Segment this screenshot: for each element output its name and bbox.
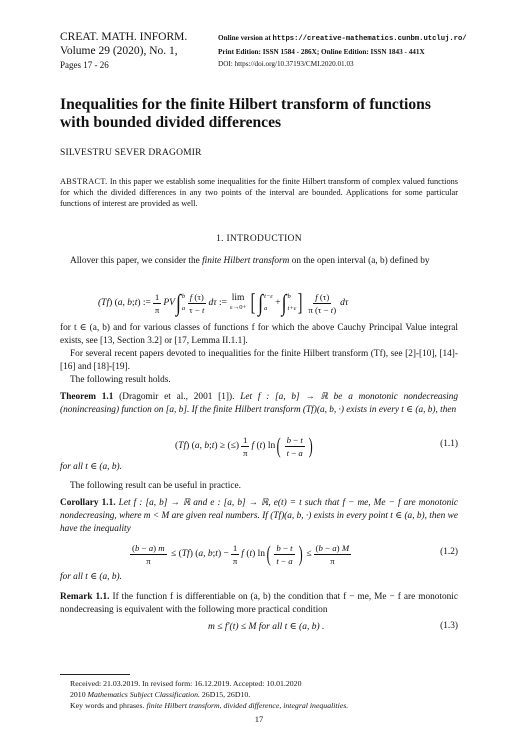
hilbert-definition-equation: (Tf ) ( a, b ; t ) := $\frac{1}{\pi}$ PV ∫ b a $\frac{f (\tau)}{\tau - t}$ dτ := lim ε→0+ [ ∫ t−ε a + ∫ b t+ε ] $\frac{f (\tau)}{\pi (\tau - t)}$ dτ [98,289,349,316]
intro-text-b: on the open interval (a, b) defined by [291,256,430,266]
page-number: 17 [254,714,264,724]
intro-paragraph-1 [60,255,458,268]
abstract-text: In this paper we establish some inequalities for the finite Hilbert transform of complex valued functions for which the divided differences in any two points of the interval are bounded. Applications for some particular functions of interest are provided as well. [60,177,458,209]
corollary-1-1 [60,497,458,536]
online-label: Online version at [218,34,271,42]
journal-header [60,30,187,72]
intro-text-a: Allover this paper, we consider the [70,256,200,266]
abstract [60,176,458,210]
corollary-after: for all t ∈ (a, b). [60,572,122,582]
intro-paragraph-3: For several recent papers devoted to inequalities for the finite Hilbert transform (Tf), see [2]-[10], [14]-[16] and [18]-[19]. [60,349,458,372]
msc-label: Mathematics Subject Classification. [87,690,200,699]
journal-volume: Volume 29 (2020), No. 1, [60,45,178,57]
msc-codes: 26D15, 26D10. [201,690,251,699]
footnote-msc [60,689,458,700]
remark-1-1 [60,591,458,617]
author-name: SILVESTRU SEVER DRAGOMIR [60,148,202,158]
intro-paragraph-2: for t ∈ (a, b) and for various classes of functions f for which the above Cauchy Principal Value integral exists, see [13, Section 3.2] or [17, Lemma II.1.1]. [60,323,458,346]
remark-text: If the function f is differentiable on (a, b) the condition that f − me, Me − f are monotonic nondecreasing is equivalent with the following more practical condition [60,592,458,615]
corollary-label: Corollary 1.1. [60,498,116,508]
equation-1-2: $\frac{(b - a) m}{\pi}$ ≤ ( Tf ) ( a, b ; t ) − $\frac{1}{\pi}$ f ( t ) ln ( $\frac{b - t}{t - a}$ ) ≤ $\frac{(b - a) M}{\pi}$ [132,541,350,566]
theorem-text: Let f : [a, b] → ℝ be a monotonic nondecreasing (nonincreasing) function on [a, b]. If the finite Hilbert transform (Tf)(a, b, ·) exists in every t ∈ (a, b), then [60,392,459,415]
journal-meta [218,32,467,71]
theorem-after: for all t ∈ (a, b). [60,462,122,472]
abstract-label: ABSTRACT. [60,177,108,186]
intro-emphasis: finite Hilbert transform [202,256,290,266]
useful-sentence: The following result can be useful in practice. [70,481,241,491]
theorem-citation: (Dragomir et al., 2001 [1]). [119,392,235,402]
equation-1-3-number: (1.3) [440,621,458,631]
doi-line[interactable]: DOI: https://doi.org/10.37193/CMI.2020.01.03 [218,60,354,68]
journal-name: CREAT. MATH. INFORM. [60,31,188,43]
remark-label: Remark 1.1. [60,592,110,602]
journal-pages: Pages 17 - 26 [60,60,109,70]
corollary-text: Let f : [a, b] → ℝ and e : [a, b] → ℝ, e(t) = t such that f − me, Me − f are monotonic nondecreasing, where m < M are given real numbers. If (Tf)(a, b, ·) exists in every point t ∈ (a, b), then we have the inequality [60,498,459,534]
theorem-1-1 [60,391,458,417]
footnote-rule [60,674,130,675]
online-url[interactable]: https://creative-mathematics.cunbm.utcluj.ro/ [272,35,467,43]
issn-line: Print Edition: ISSN 1584 - 286X; Online Edition: ISSN 1843 - 441X [218,47,425,56]
equation-1-1: ( Tf ) ( a, b ; t ) ≥ (≤) $\frac{1}{\pi}$ f ( t ) ln ( $\frac{b - t}{t - a}$ ) [175,433,313,458]
keywords-label: Key words and phrases. [70,701,145,710]
equation-1-3: m ≤ f′(t) ≤ M for all t ∈ (a, b) . [208,622,325,632]
paper-title: Inequalities for the finite Hilbert transform of functions with bounded divided differences [60,96,431,131]
equation-1-1-number: (1.1) [440,439,458,449]
intro-paragraph-4: The following result holds. [70,375,171,385]
footnote-keywords [60,700,458,711]
msc-year: 2010 [70,690,86,699]
theorem-label: Theorem 1.1 [60,392,114,402]
section-heading: 1. INTRODUCTION [216,234,302,244]
equation-1-2-number: (1.2) [440,547,458,557]
footnote-received: Received: 21.03.2019. In revised form: 16.12.2019. Accepted: 10.01.2020 [70,679,302,688]
keywords-text: finite Hilbert transform, divided difference, integral inequalities. [146,701,349,710]
